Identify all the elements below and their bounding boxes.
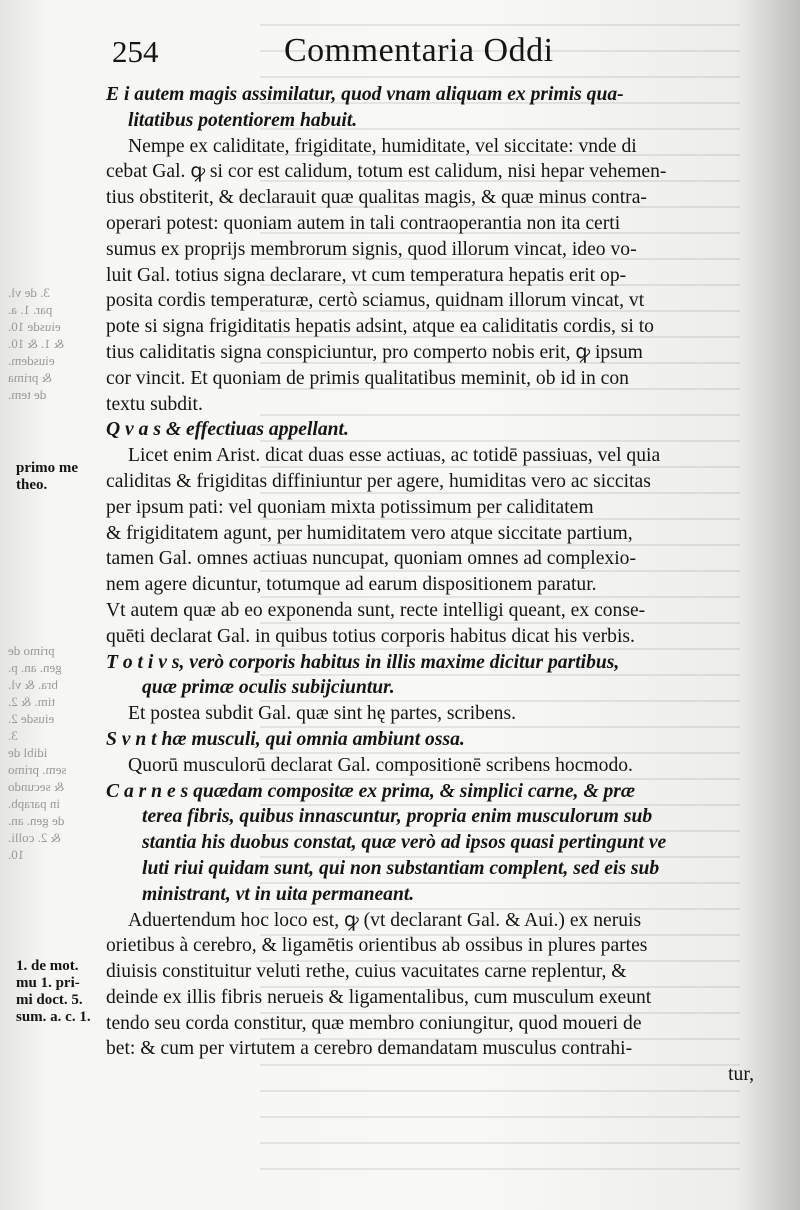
- lemma-line: T o t i v s, verò corporis habitus in illis maxime dicitur partibus,: [106, 651, 620, 673]
- bleed-through-margin-2: [8, 642, 108, 863]
- bleed-through-line: de gen. an.: [8, 813, 65, 828]
- bleed-through-line: de tem.: [8, 387, 47, 402]
- bleed-through-line: & 2. colli.: [8, 830, 61, 845]
- bleed-through-line: bra. & vl.: [8, 677, 58, 692]
- margin-note-line: sum. a. c. 1.: [16, 1009, 91, 1025]
- bleed-through-line: eiusde 2.: [8, 711, 55, 726]
- running-head: Commentaria Oddi: [284, 32, 554, 69]
- margin-note-de-mot: [16, 958, 108, 1026]
- text-line: Et postea subdit Gal. quæ sint hę partes, scribens.: [128, 703, 517, 725]
- text-line: luit Gal. totius signa declarare, vt cum temperatura hepatis erit op-: [106, 264, 627, 286]
- bleed-through-line: tim. & 2.: [8, 694, 55, 709]
- bleed-through-line: & prima: [8, 370, 52, 385]
- text-line: Quorū musculorū declarat Gal. compositionē scribens hocmodo.: [128, 754, 633, 776]
- margin-note-line: primo me: [16, 460, 79, 476]
- text-line: tamen Gal. omnes actiuas nuncupat, quoniam omnes ad complexio-: [106, 548, 636, 570]
- text-line: per ipsum pati: vel quoniam mixta potissimum per caliditatem: [106, 496, 594, 518]
- text-line: nem agere dicuntur, totumque ad earum dispositionem paratur.: [106, 574, 597, 596]
- text-line: caliditas & frigiditas diffiniuntur per agere, humiditas vero ac siccitas: [106, 470, 651, 492]
- text-line: Vt autem quæ ab eo exponenda sunt, recte intelligi queant, ex conse-: [106, 599, 646, 621]
- bleed-through-line: primo de: [8, 643, 55, 658]
- text-line: tur,: [728, 1064, 754, 1086]
- text-line: bet: & cum per virtutem a cerebro demandatam musculus contrahi-: [106, 1038, 633, 1060]
- bleed-through-line: sem. primo: [8, 762, 67, 777]
- lemma-line: litatibus potentiorem habuit.: [128, 109, 358, 131]
- lemma-line: S v n t hæ musculi, qui omnia ambiunt ossa.: [106, 728, 465, 750]
- margin-note-line: theo.: [16, 477, 48, 493]
- margin-note-primo: [16, 460, 108, 494]
- text-line: posita cordis temperaturæ, certò sciamus, quidnam illorum vincat, vt: [106, 290, 645, 312]
- text-line: tius obstiterit, & declarauit quæ qualitas magis, & quæ minus contra-: [106, 187, 647, 209]
- main-text-block: [106, 82, 754, 1088]
- text-line: textu subdit.: [106, 393, 203, 415]
- lemma-line: E i autem magis assimilatur, quod vnam aliquam ex primis qua-: [106, 84, 624, 105]
- bleed-through-line: par. 1. a.: [8, 302, 53, 317]
- lemma-line: stantia his duobus constat, quæ verò ad ipsos quasi pertingunt ve: [142, 832, 667, 854]
- text-line: Aduertendum hoc loco est, ꝙ (vt declarant Gal. & Aui.) ex neruis: [128, 909, 642, 931]
- lemma-line: Q v a s & effectiuas appellant.: [106, 419, 349, 441]
- text-line: tendo seu corda constitur, quæ membro coniungitur, quod moueri de: [106, 1012, 642, 1034]
- bleed-through-line: 10.: [8, 847, 25, 862]
- bleed-through-line: 3. de vl.: [8, 285, 50, 300]
- lemma-line: luti riui quidam sunt, qui non substantiam complent, sed eis sub: [142, 857, 660, 879]
- text-line: tius caliditatis signa conspiciuntur, pro comperto nobis erit, ꝙ ipsum: [106, 341, 643, 363]
- page-header: [112, 34, 732, 76]
- margin-note-line: mi doct. 5.: [16, 992, 83, 1008]
- text-line: pote si signa frigiditatis hepatis adsint, atque ea caliditatis cordis, si to: [106, 316, 654, 338]
- bleed-through-line: & 1. & 10.: [8, 336, 64, 351]
- bleed-through-line: idibl de: [8, 745, 48, 760]
- bleed-through-margin-1: [8, 284, 108, 403]
- lemma-line: terea fibris, quibus innascuntur, propria enim musculorum sub: [142, 806, 653, 828]
- lemma-line: ministrant, vt in uita permaneant.: [142, 883, 415, 905]
- text-line: cebat Gal. ꝙ si cor est calidum, totum est calidum, nisi hepar vehemen-: [106, 161, 667, 183]
- text-line: diuisis constituitur veluti rethe, cuius vacuitates carne replentur, &: [106, 961, 627, 983]
- bleed-through-line: in parapb.: [8, 796, 60, 811]
- bleed-through-line: eiusdem.: [8, 353, 55, 368]
- bleed-through-line: gen. an. p.: [8, 660, 62, 675]
- text-line: operari potest: quoniam autem in tali contraoperantia non ita certi: [106, 212, 621, 234]
- text-line: deinde ex illis fibris nerueis & ligamentalibus, cum musculum exeunt: [106, 986, 652, 1008]
- margin-note-line: 1. de mot.: [16, 958, 79, 974]
- margin-note-line: mu 1. pri-: [16, 975, 80, 991]
- lemma-line: quæ primæ oculis subijciuntur.: [142, 677, 395, 699]
- text-line: orietibus à cerebro, & ligamētis orientibus ab ossibus in plures partes: [106, 935, 648, 957]
- text-line: & frigiditatem agunt, per humiditatem vero atque siccitate partium,: [106, 522, 633, 544]
- text-line: Licet enim Arist. dicat duas esse actiuas, ac totidē passiuas, vel quia: [128, 445, 661, 467]
- folio-number: 254: [112, 34, 159, 69]
- text-line: sumus ex proprijs membrorum signis, quod illorum vincat, ideo vo-: [106, 238, 637, 260]
- bleed-through-line: 3.: [8, 728, 18, 743]
- bleed-through-line: & secundo: [8, 779, 64, 794]
- bleed-through-line: eiusde 10.: [8, 319, 61, 334]
- lemma-line: C a r n e s quædam compositæ ex prima, & simplici carne, & præ: [106, 780, 636, 802]
- text-line: quēti declarat Gal. in quibus totius corporis habitus dicat his verbis.: [106, 625, 635, 647]
- text-line: Nempe ex caliditate, frigiditate, humiditate, vel siccitate: vnde di: [128, 135, 637, 157]
- text-line: cor vincit. Et quoniam de primis qualitatibus meminit, ob id in con: [106, 367, 629, 389]
